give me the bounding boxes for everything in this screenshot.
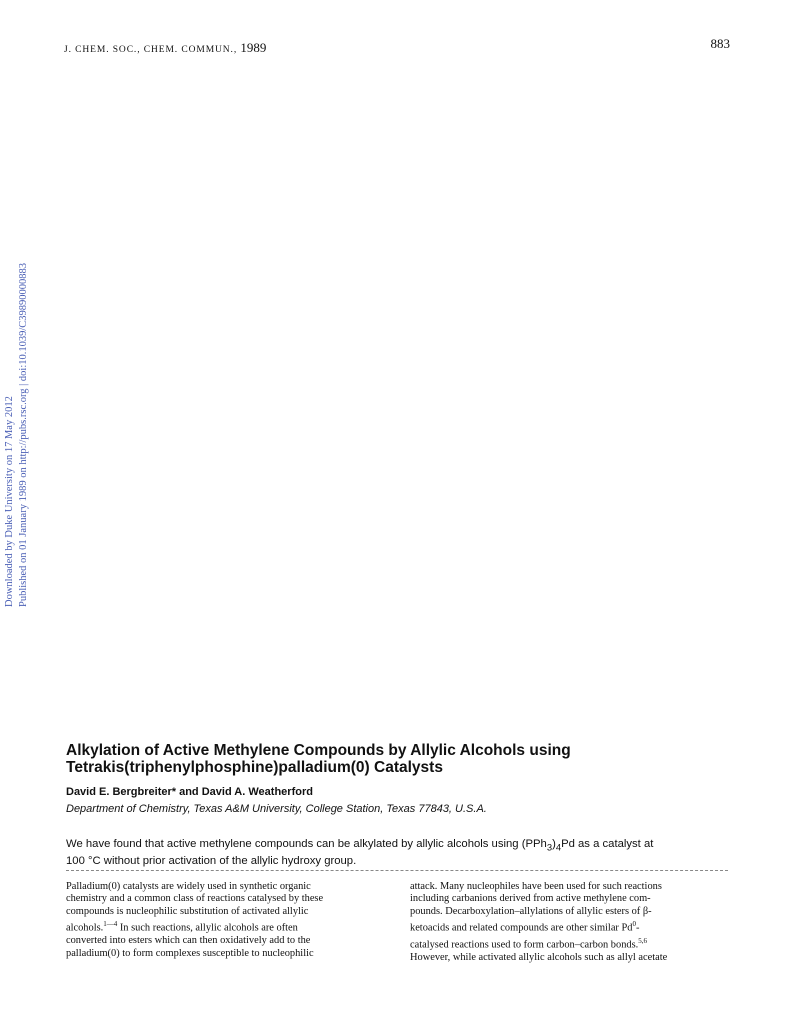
journal-year: 1989	[240, 40, 267, 55]
abstract	[66, 837, 732, 868]
body-line-with-ref	[410, 935, 728, 952]
body-text: -	[635, 922, 640, 934]
reference-marker: 1—4	[103, 920, 118, 929]
body-line: palladium(0) to form complexes susceptible to nucleophilic	[66, 947, 314, 959]
section-divider	[66, 870, 728, 871]
body-line: chemistry and a common class of reactions catalysed by these	[66, 893, 324, 905]
reference-marker: 5,6	[638, 937, 647, 946]
body-line: However, while activated allylic alcohols such as allyl acetate	[410, 951, 668, 963]
body-text: ketoacids and related compounds are other similar Pd	[410, 922, 633, 934]
abstract-line-1-end: Pd as a catalyst at	[561, 838, 654, 850]
body-column-left	[66, 881, 384, 960]
body-line: including carbanions derived from active methylene com-	[410, 893, 651, 905]
page-number: 883	[710, 36, 730, 51]
closing-paren: )	[552, 838, 556, 850]
body-line-with-ref	[66, 918, 384, 935]
title-line-2: Tetrakis(triphenylphosphine)palladium(0) Catalysts	[66, 759, 443, 776]
downloaded-notice: Downloaded by Duke University on 17 May 2012	[4, 396, 15, 607]
article-title	[66, 742, 706, 776]
body-line: attack. Many nucleophiles have been used for such reactions	[410, 881, 662, 892]
abstract-line-2: 100 °C without prior activation of the allylic hydroxy group.	[66, 855, 357, 868]
body-text: catalysed reactions used to form carbon–carbon bonds.	[410, 939, 639, 951]
body-line: compounds is nucleophilic substitution of activated allylic	[66, 905, 309, 917]
abstract-line-1: We have found that active methylene compounds can be alkylated by allylic alcohols using (PPh	[66, 838, 547, 850]
published-notice[interactable]: Published on 01 January 1989 on http://pubs.rsc.org | doi:10.1039/C39890000883	[18, 262, 29, 607]
superscript-zero: 0	[632, 920, 636, 929]
authors: David E. Bergbreiter* and David A. Weatherford	[66, 786, 313, 798]
body-text: In such reactions, allylic alcohols are often	[117, 922, 298, 934]
body-line-with-sup	[410, 918, 728, 935]
journal-name: J. CHEM. SOC., CHEM. COMMUN.,	[64, 45, 238, 55]
subscript-4: 4	[555, 841, 562, 853]
running-head	[64, 40, 266, 56]
download-watermark	[0, 255, 34, 615]
body-line: pounds. Decarboxylation–allylations of allylic esters of β-	[410, 905, 652, 917]
title-line-1: Alkylation of Active Methylene Compounds by Allylic Alcohols using	[66, 742, 571, 759]
body-line: Palladium(0) catalysts are widely used in synthetic organic	[66, 881, 311, 892]
body-column-right	[410, 881, 728, 964]
body-text: alcohols.	[66, 922, 104, 934]
body-line: converted into esters which can then oxidatively add to the	[66, 935, 311, 947]
affiliation: Department of Chemistry, Texas A&M University, College Station, Texas 77843, U.S.A.	[66, 803, 487, 815]
subscript-3: 3	[546, 841, 553, 853]
